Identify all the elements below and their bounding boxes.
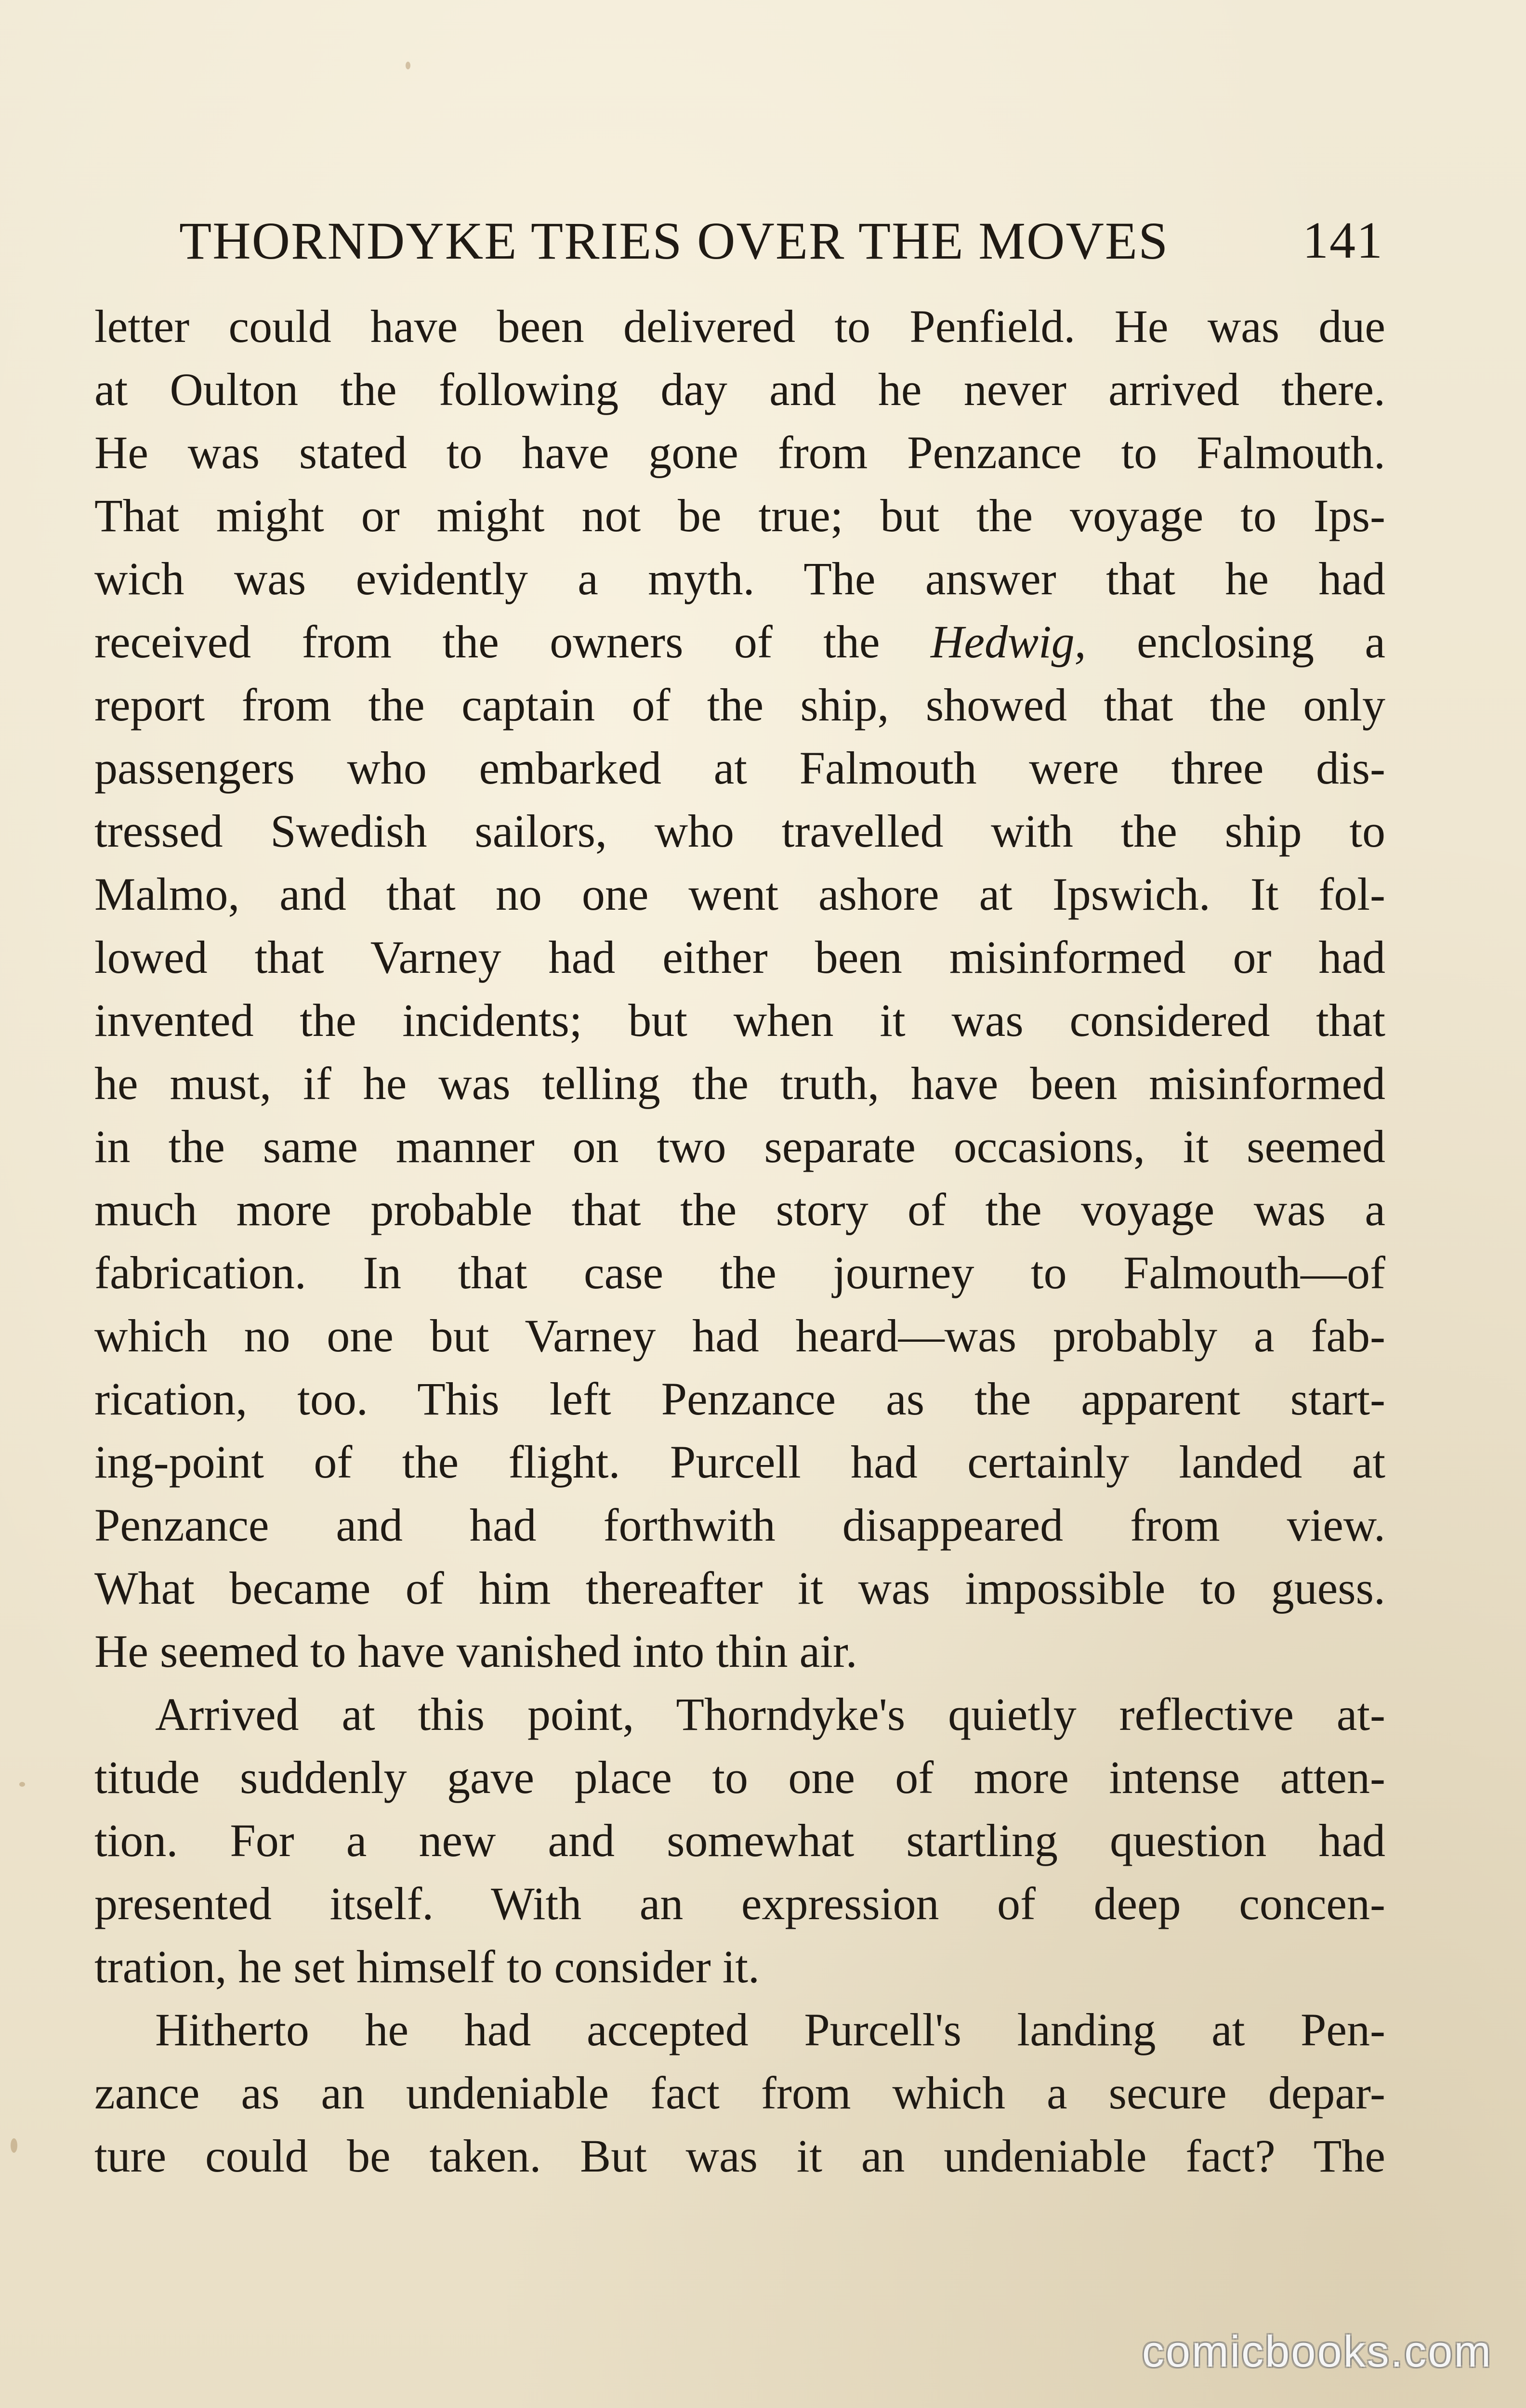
ship-name-italic: Hedwig, xyxy=(931,616,1086,667)
text-line: fabrication. In that case the journey to Falmouth—of xyxy=(94,1247,1385,1298)
paper-blemish xyxy=(19,1782,25,1787)
text-line: presented itself. With an expression of deep concen- xyxy=(94,1878,1385,1929)
paper-blemish xyxy=(406,62,410,69)
text-line: at Oulton the following day and he never arrived there. xyxy=(94,364,1385,415)
text-line-start: received from the owners of the xyxy=(94,616,931,667)
text-line: Hitherto he had accepted Purcell's landing at Pen- xyxy=(155,2004,1385,2055)
text-line: What became of him thereafter it was impossible to guess. xyxy=(94,1562,1385,1614)
page-number: 141 xyxy=(1302,212,1383,269)
text-line: he must, if he was telling the truth, have been misinformed xyxy=(94,1058,1385,1109)
text-line: Malmo, and that no one went ashore at Ipswich. It fol- xyxy=(94,868,1385,920)
text-line: ture could be taken. But was it an undeniable fact? The xyxy=(94,2130,1385,2182)
text-line: He was stated to have gone from Penzance to Falmouth. xyxy=(94,427,1385,478)
text-line: rication, too. This left Penzance as the apparent start- xyxy=(94,1373,1385,1425)
text-line: which no one but Varney had heard—was probably a fab- xyxy=(94,1310,1385,1361)
text-line: tion. For a new and somewhat startling question had xyxy=(94,1815,1385,1866)
text-line: letter could have been delivered to Penfield. He was due xyxy=(94,301,1385,352)
text-line: wich was evidently a myth. The answer that he had xyxy=(94,553,1385,604)
text-line: tressed Swedish sailors, who travelled with the ship to xyxy=(94,805,1385,857)
paper-blemish xyxy=(11,2138,17,2153)
text-line: much more probable that the story of the voyage was a xyxy=(94,1184,1385,1235)
text-line: Penzance and had forthwith disappeared from view. xyxy=(94,1499,1385,1551)
running-header-title: THORNDYKE TRIES OVER THE MOVES xyxy=(179,211,1169,270)
text-line: He seemed to have vanished into thin air. xyxy=(94,1625,857,1677)
text-line: report from the captain of the ship, showed that the only xyxy=(94,679,1385,731)
text-line: lowed that Varney had either been misinformed or had xyxy=(94,931,1385,983)
text-line-end: enclosing a xyxy=(1086,616,1386,667)
text-line: tration, he set himself to consider it. xyxy=(94,1941,760,1992)
body-text xyxy=(94,295,1385,2187)
text-line: passengers who embarked at Falmouth were three dis- xyxy=(94,742,1385,794)
text-line: ing-point of the flight. Purcell had certainly landed at xyxy=(94,1436,1385,1488)
text-line: Arrived at this point, Thorndyke's quietly reflective at- xyxy=(155,1688,1385,1740)
text-line: invented the incidents; but when it was considered that xyxy=(94,995,1385,1046)
site-watermark: comicbooks.com xyxy=(1142,2327,1492,2376)
text-line xyxy=(94,610,1385,673)
text-line: in the same manner on two separate occasions, it seemed xyxy=(94,1121,1385,1172)
text-line: titude suddenly gave place to one of more intense atten- xyxy=(94,1752,1385,1803)
text-line: That might or might not be true; but the voyage to Ips- xyxy=(94,490,1385,541)
text-line: zance as an undeniable fact from which a secure depar- xyxy=(94,2067,1385,2119)
running-header xyxy=(179,202,1383,279)
